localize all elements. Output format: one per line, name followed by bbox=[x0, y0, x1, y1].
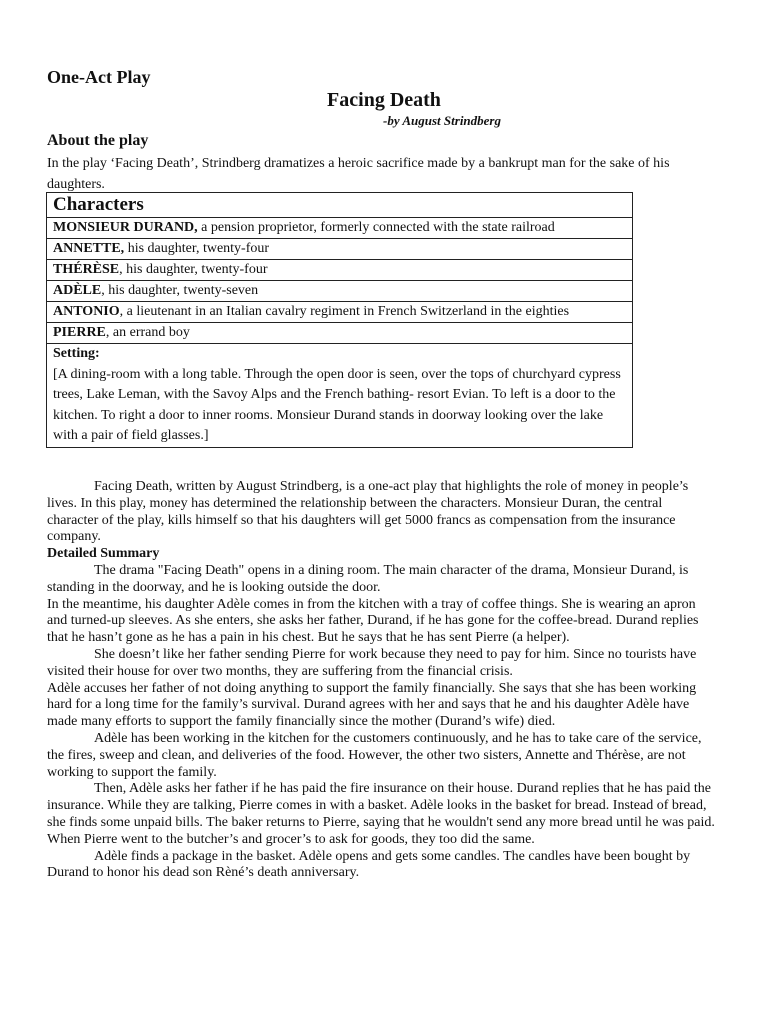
character-row bbox=[47, 302, 633, 323]
summary-paragraph: The drama "Facing Death" opens in a dining room. The main character of the drama, Monsieur Durand, is standing in the doorway, and he is looking outside the door. bbox=[47, 562, 689, 595]
character-desc: a pension proprietor, formerly connected with the state railroad bbox=[197, 220, 555, 235]
character-desc: , his daughter, twenty-four bbox=[119, 262, 268, 277]
play-type-heading: One-Act Play bbox=[47, 67, 151, 87]
character-row bbox=[47, 281, 633, 302]
summary-paragraph: She doesn’t like her father sending Pierre for work because they need to pay for him. Since no tourists have visited their house for over two months, they are suffering from the financial crisis. bbox=[47, 646, 697, 679]
character-desc: , a lieutenant in an Italian cavalry regiment in French Switzerland in the eighties bbox=[119, 304, 570, 319]
setting-text: [A dining-room with a long table. Through the open door is seen, over the tops of churchyard cypress trees, Lake Leman, with the Savoy Alps and the French bathing- resort Evian. To left is a door to the kitchen. To right a door to inner rooms. Monsieur Durand stands in doorway looking over the lake with a pair of field glasses.] bbox=[53, 366, 621, 443]
page-title: Facing Death bbox=[327, 89, 441, 111]
character-name: ADÈLE bbox=[53, 283, 102, 298]
character-row bbox=[47, 218, 633, 239]
setting-label: Setting: bbox=[53, 346, 100, 361]
about-heading: About the play bbox=[47, 132, 149, 149]
about-text: In the play ‘Facing Death’, Strindberg dramatizes a heroic sacrifice made by a bankrupt man for the sake of his daughters. bbox=[47, 156, 670, 192]
author-line: -by August Strindberg bbox=[383, 113, 501, 128]
character-desc: , an errand boy bbox=[105, 325, 190, 340]
character-desc: , his daughter, twenty-seven bbox=[101, 283, 259, 298]
summary-paragraph: Adèle finds a package in the basket. Adèle opens and gets some candles. The candles have been bought by Durand to honor his dead son Rèné’s death anniversary. bbox=[47, 848, 691, 881]
character-name: ANTONIO bbox=[53, 304, 120, 319]
body-text bbox=[47, 479, 717, 882]
setting-cell bbox=[47, 344, 633, 448]
intro-paragraph: Facing Death, written by August Strindberg, is a one-act play that highlights the role of money in people’s lives. In this play, money has determined the relationship between the characters. Monsieur Duran, the central character of the play, kills himself so that his daughters will get 5000 francs as compensation from the insurance company. bbox=[47, 479, 689, 545]
characters-table bbox=[46, 192, 633, 448]
character-name: ANNETTE, bbox=[53, 241, 125, 256]
character-name: MONSIEUR DURAND, bbox=[53, 220, 198, 235]
summary-paragraph: Adèle accuses her father of not doing anything to support the family financially. She says that she has been working hard for a long time for the family’s survival. Durand agrees with her and says that he and his daughter Adèle have made many efforts to support the family financially since the mother (Durand’s wife) died. bbox=[47, 680, 697, 730]
summary-heading: Detailed Summary bbox=[47, 546, 160, 562]
character-row bbox=[47, 323, 633, 344]
character-name: PIERRE bbox=[53, 325, 106, 340]
characters-heading: Characters bbox=[47, 193, 633, 218]
character-row bbox=[47, 260, 633, 281]
summary-paragraph: Then, Adèle asks her father if he has paid the fire insurance on their house. Durand replies that he has paid the insurance. While they are talking, Pierre comes in with a basket. Adèle looks in the basket for bread. Instead of bread, she finds some unpaid bills. The baker returns to Pierre, saying that he wouldn't send any more bread until he was paid. When Pierre went to the butcher’s and grocer’s to ask for goods, they too did the same. bbox=[47, 781, 715, 847]
summary-paragraph: In the meantime, his daughter Adèle comes in from the kitchen with a tray of coffee things. She is wearing an apron and turned-up sleeves. As she enters, she asks her father, Durand, if he has gone for the coffee-bread. Durand replies that he hasn’t gone as he has a pain in his chest. But he says that he has sent Pierre (a helper). bbox=[47, 596, 699, 646]
character-row bbox=[47, 239, 633, 260]
character-desc: his daughter, twenty-four bbox=[124, 241, 270, 256]
character-name: THÉRÈSE bbox=[53, 262, 120, 277]
summary-paragraph: Adèle has been working in the kitchen for the customers continuously, and he has to take care of the service, the fires, sweep and clean, and deliveries of the food. However, the other two sisters, Annette and Thérèse, are not working to support the family. bbox=[47, 730, 702, 780]
